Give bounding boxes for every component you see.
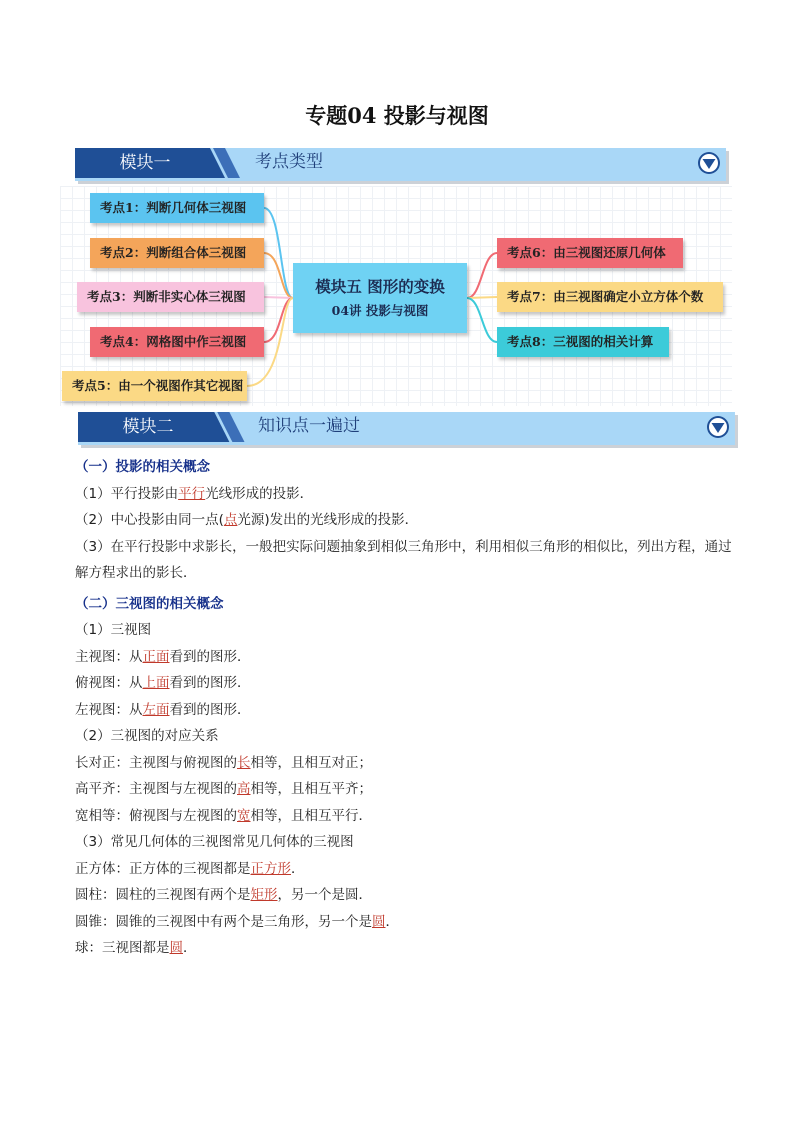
- module2-label: 模块二: [122, 417, 174, 437]
- text-paragraph: （3）在平行投影中求影长，一般把实际问题抽象到相似三角形中，利用相似三角形的相似比，列出方程，通过解方程求出的影长．: [75, 538, 732, 581]
- keyword: 左面: [142, 701, 170, 718]
- section-heading-three-views: （二）三视图的相关概念: [75, 595, 224, 612]
- text-line: 圆柱：圆柱的三视图有两个是矩形，另一个是圆．: [75, 887, 372, 903]
- module2-banner: [78, 412, 738, 448]
- keyword: 正方形: [250, 860, 291, 877]
- keyword: 圆: [169, 940, 183, 956]
- chevron-down-icon[interactable]: [697, 151, 721, 175]
- subheading: （2）三视图的对应关系: [75, 728, 219, 744]
- keyword: 宽: [237, 807, 251, 824]
- mindmap-node-kaodian8: 考点8：三视图的相关计算: [497, 327, 669, 357]
- mindmap-node-kaodian5: 考点5：由一个视图作其它视图: [62, 371, 247, 401]
- mindmap-node-kaodian3: 考点3：判断非实心体三视图: [77, 282, 264, 312]
- center-title: 模块五 图形的变换: [315, 277, 445, 296]
- module1-banner: [75, 148, 729, 184]
- keyword: 正面: [142, 648, 170, 665]
- mindmap-node-kaodian2: 考点2：判断组合体三视图: [90, 238, 264, 268]
- text-line: 左视图：从左面看到的图形．: [75, 701, 251, 718]
- section-heading-projection: （一）投影的相关概念: [75, 459, 210, 475]
- module1-title: 考点类型: [255, 152, 323, 172]
- keyword: 圆: [372, 913, 386, 930]
- mindmap-node-kaodian4: 考点4：网格图中作三视图: [90, 327, 264, 357]
- module2-title: 知识点一遍过: [258, 416, 360, 436]
- knowledge-content: [75, 454, 735, 962]
- keyword: 点: [223, 512, 238, 528]
- keyword: 平行: [178, 485, 206, 502]
- text-line: 圆锥：圆锥的三视图中有两个是三角形，另一个是圆．: [75, 913, 399, 930]
- subheading: （1）三视图: [75, 622, 152, 638]
- mindmap-node-kaodian6: 考点6：由三视图还原几何体: [497, 238, 683, 268]
- module1-label: 模块一: [119, 153, 171, 173]
- text-line: （2）中心投影由同一点(点光源)发出的光线形成的投影．: [75, 512, 419, 528]
- keyword: 矩形: [250, 887, 278, 903]
- mindmap-node-kaodian1: 考点1：判断几何体三视图: [90, 193, 264, 223]
- text-line: （1）平行投影由平行光线形成的投影．: [75, 485, 314, 502]
- mindmap-node-kaodian7: 考点7：由三视图确定小立方体个数: [497, 282, 723, 312]
- mindmap-center-node: [293, 263, 467, 333]
- keyword: 高: [237, 781, 251, 797]
- keyword: 长: [237, 754, 251, 771]
- chevron-down-icon[interactable]: [706, 415, 730, 439]
- subheading: （3）常见几何体的三视图常见几何体的三视图: [75, 834, 354, 850]
- text-line: 高平齐：主视图与左视图的高相等，且相互平齐；: [75, 781, 372, 797]
- text-line: 宽相等：俯视图与左视图的宽相等，且相互平行．: [75, 807, 372, 824]
- text-line: 主视图：从正面看到的图形．: [75, 648, 251, 665]
- text-line: 球：三视图都是圆．: [75, 940, 197, 956]
- page-title: 专题04 投影与视图: [305, 103, 489, 128]
- text-line: 长对正：主视图与俯视图的长相等，且相互对正；: [75, 754, 372, 771]
- text-line: 俯视图：从上面看到的图形．: [75, 675, 251, 691]
- center-subtitle: 04讲 投影与视图: [331, 303, 429, 318]
- text-line: 正方体：正方体的三视图都是正方形．: [75, 860, 305, 877]
- keyword: 上面: [142, 675, 170, 691]
